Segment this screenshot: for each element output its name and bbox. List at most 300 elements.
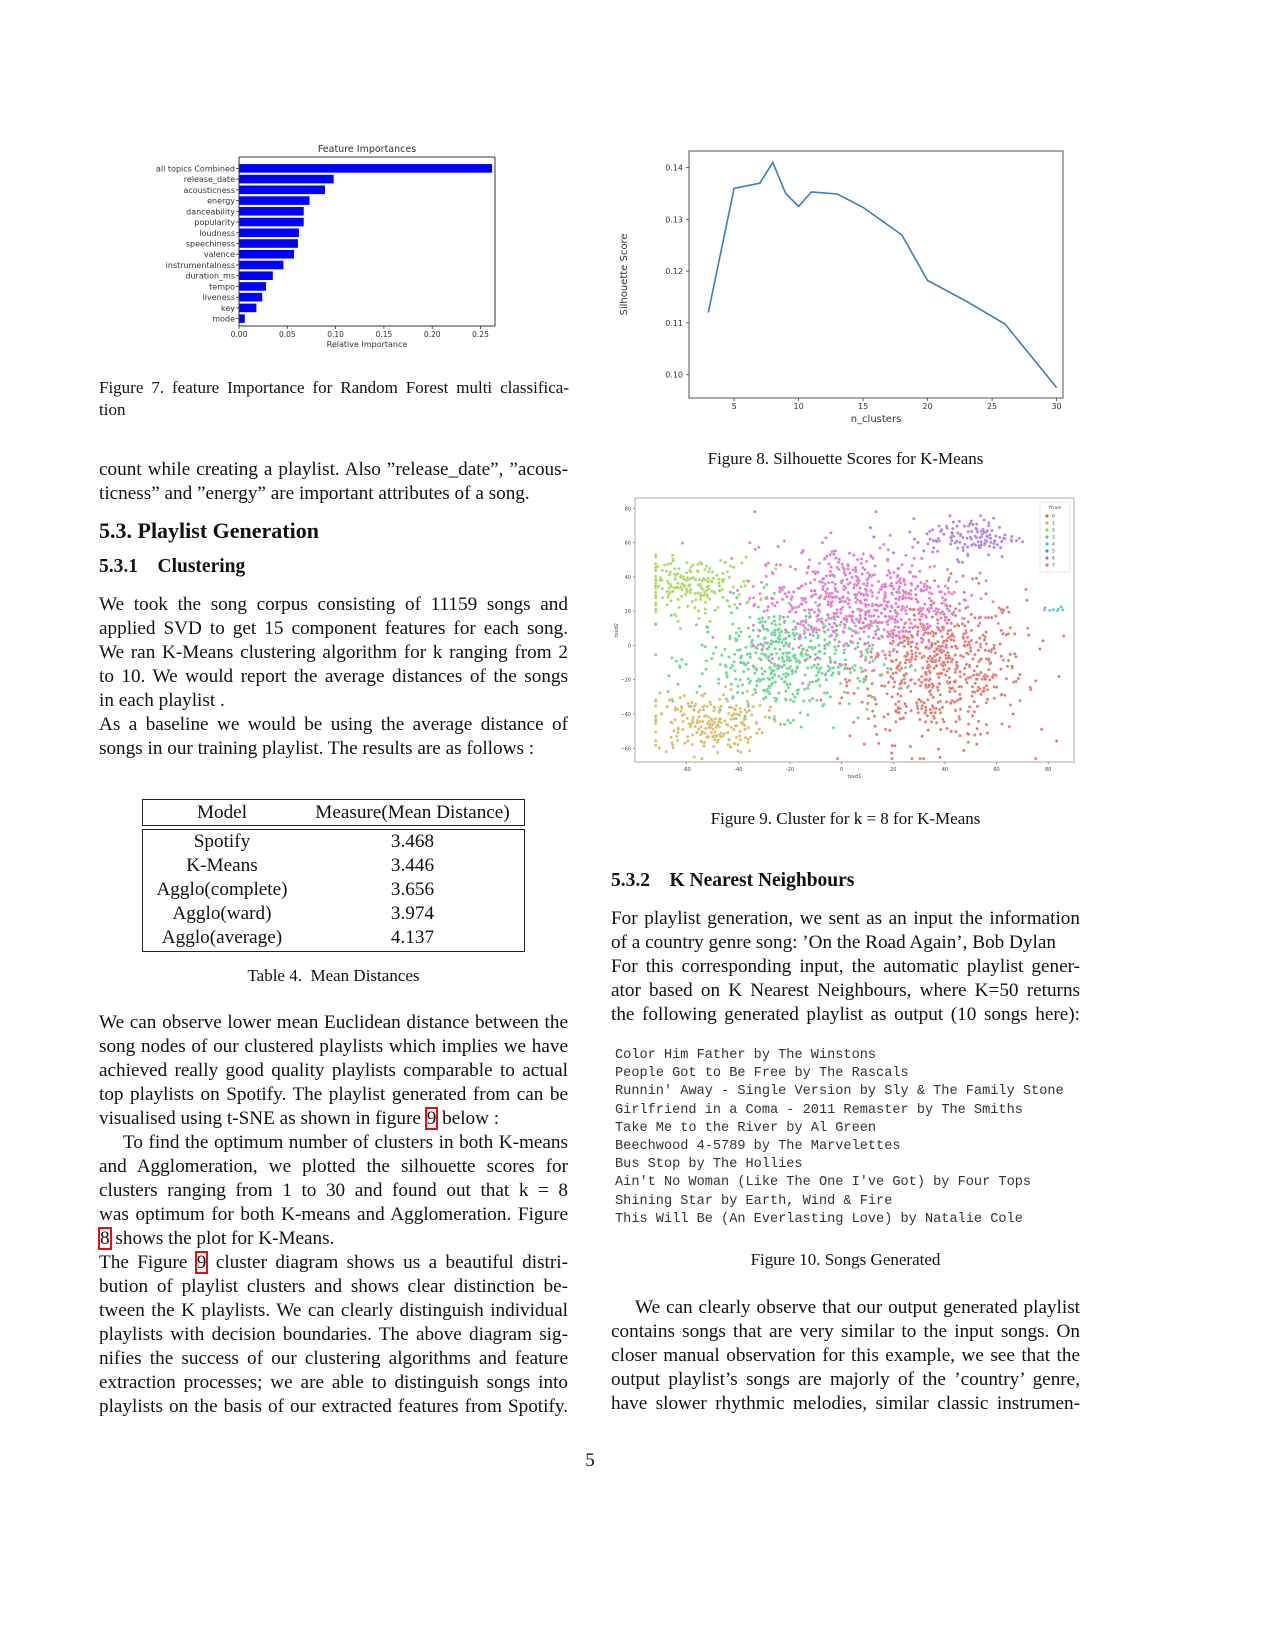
point-cluster-7 bbox=[828, 623, 831, 626]
text-line: top playlists on Spotify. The playlist generated from can be bbox=[99, 1084, 568, 1105]
point-cluster-7 bbox=[711, 636, 714, 639]
point-cluster-0 bbox=[949, 629, 952, 632]
point-cluster-0 bbox=[852, 721, 855, 724]
point-cluster-3 bbox=[730, 611, 733, 614]
point-cluster-0 bbox=[917, 711, 920, 714]
point-cluster-0 bbox=[880, 684, 883, 687]
point-cluster-3 bbox=[815, 699, 818, 702]
point-cluster-0 bbox=[977, 720, 980, 723]
point-cluster-6 bbox=[1002, 537, 1005, 540]
point-cluster-1 bbox=[704, 727, 707, 730]
point-cluster-7 bbox=[938, 524, 941, 527]
point-cluster-7 bbox=[947, 579, 950, 582]
point-cluster-0 bbox=[926, 698, 929, 701]
point-cluster-3 bbox=[904, 666, 907, 669]
point-cluster-0 bbox=[1025, 599, 1028, 602]
text-line: song nodes of our clustered playlists which implies we have bbox=[99, 1036, 568, 1057]
text-line: the following generated playlist as output (10 songs here): bbox=[611, 1004, 1080, 1025]
point-cluster-0 bbox=[895, 658, 898, 661]
point-cluster-2 bbox=[661, 587, 664, 590]
point-cluster-7 bbox=[794, 611, 797, 614]
point-cluster-3 bbox=[782, 644, 785, 647]
point-cluster-3 bbox=[792, 632, 795, 635]
point-cluster-3 bbox=[789, 721, 792, 724]
y-tick-label: 0.11 bbox=[665, 318, 683, 328]
point-cluster-0 bbox=[924, 720, 927, 723]
point-cluster-0 bbox=[955, 661, 958, 664]
y-tick-label: energy bbox=[207, 196, 235, 206]
point-cluster-2 bbox=[685, 571, 688, 574]
point-cluster-7 bbox=[937, 585, 940, 588]
point-cluster-7 bbox=[868, 573, 871, 576]
point-cluster-7 bbox=[896, 567, 899, 570]
point-cluster-7 bbox=[752, 644, 755, 647]
point-cluster-3 bbox=[743, 715, 746, 718]
point-cluster-0 bbox=[911, 635, 914, 638]
point-cluster-0 bbox=[968, 705, 971, 708]
point-cluster-3 bbox=[825, 678, 828, 681]
point-cluster-7 bbox=[767, 562, 770, 565]
point-cluster-3 bbox=[829, 695, 832, 698]
point-cluster-3 bbox=[701, 644, 704, 647]
point-cluster-7 bbox=[945, 604, 948, 607]
point-cluster-0 bbox=[863, 743, 866, 746]
point-cluster-7 bbox=[765, 596, 768, 599]
point-cluster-6 bbox=[950, 539, 953, 542]
point-cluster-7 bbox=[862, 582, 865, 585]
point-cluster-0 bbox=[949, 702, 952, 705]
point-cluster-7 bbox=[760, 648, 763, 651]
point-cluster-7 bbox=[941, 596, 944, 599]
text-line: tween the K playlists. We can clearly distinguish individual bbox=[99, 1300, 568, 1321]
point-cluster-7 bbox=[888, 572, 891, 575]
point-cluster-7 bbox=[898, 585, 901, 588]
y-tick-label: acousticness bbox=[183, 185, 235, 195]
point-cluster-1 bbox=[665, 750, 668, 753]
point-cluster-0 bbox=[934, 642, 937, 645]
point-cluster-3 bbox=[874, 657, 877, 660]
point-cluster-1 bbox=[683, 742, 686, 745]
point-cluster-0 bbox=[928, 684, 931, 687]
figure7-caption-line: tion bbox=[99, 400, 126, 419]
y-tick-label: −60 bbox=[620, 746, 631, 753]
point-cluster-1 bbox=[764, 715, 767, 718]
point-cluster-0 bbox=[846, 691, 849, 694]
point-cluster-1 bbox=[746, 690, 749, 693]
point-cluster-7 bbox=[776, 601, 779, 604]
point-cluster-0 bbox=[993, 697, 996, 700]
point-cluster-0 bbox=[992, 673, 995, 676]
point-cluster-0 bbox=[943, 661, 946, 664]
point-cluster-2 bbox=[678, 606, 681, 609]
figure8-caption: Figure 8. Silhouette Scores for K-Means bbox=[707, 449, 984, 468]
point-cluster-7 bbox=[858, 608, 861, 611]
point-cluster-7 bbox=[842, 644, 845, 647]
point-cluster-2 bbox=[697, 609, 700, 612]
text-line: achieved really good quality playlists comparable to actual bbox=[99, 1060, 568, 1081]
point-cluster-7 bbox=[874, 620, 877, 623]
point-cluster-7 bbox=[768, 659, 771, 662]
point-cluster-0 bbox=[927, 664, 930, 667]
point-cluster-3 bbox=[773, 629, 776, 632]
x-tick-label: 0.15 bbox=[375, 330, 393, 339]
figure-9-link[interactable]: 9 bbox=[426, 1108, 437, 1129]
point-cluster-2 bbox=[717, 578, 720, 581]
y-tick-label: popularity bbox=[194, 218, 235, 228]
point-cluster-6 bbox=[961, 561, 964, 564]
point-cluster-6 bbox=[959, 533, 962, 536]
point-cluster-2 bbox=[704, 607, 707, 610]
point-cluster-7 bbox=[984, 616, 987, 619]
point-cluster-0 bbox=[935, 721, 938, 724]
point-cluster-6 bbox=[998, 526, 1001, 529]
model-cell: Spotify bbox=[193, 831, 251, 852]
point-cluster-3 bbox=[773, 718, 776, 721]
text-line bbox=[99, 1107, 568, 1131]
point-cluster-0 bbox=[999, 643, 1002, 646]
point-cluster-7 bbox=[878, 546, 881, 549]
point-cluster-2 bbox=[726, 570, 729, 573]
point-cluster-3 bbox=[731, 623, 734, 626]
point-cluster-1 bbox=[654, 730, 657, 733]
point-cluster-3 bbox=[774, 647, 777, 650]
point-cluster-3 bbox=[767, 690, 770, 693]
point-cluster-7 bbox=[891, 632, 894, 635]
point-cluster-0 bbox=[1017, 677, 1020, 680]
point-cluster-7 bbox=[944, 619, 947, 622]
point-cluster-0 bbox=[873, 715, 876, 718]
point-cluster-0 bbox=[954, 720, 957, 723]
point-cluster-7 bbox=[827, 581, 830, 584]
point-cluster-0 bbox=[916, 541, 919, 544]
point-cluster-2 bbox=[679, 575, 682, 578]
point-cluster-0 bbox=[888, 729, 891, 732]
point-cluster-3 bbox=[793, 653, 796, 656]
point-cluster-0 bbox=[926, 666, 929, 669]
point-cluster-3 bbox=[746, 653, 749, 656]
knn-paragraph bbox=[611, 907, 1080, 1027]
x-tick-label: 60 bbox=[993, 767, 1000, 773]
point-cluster-0 bbox=[941, 626, 944, 629]
intro-paragraph bbox=[99, 458, 568, 506]
point-cluster-1 bbox=[700, 694, 703, 697]
point-cluster-7 bbox=[864, 604, 867, 607]
point-cluster-7 bbox=[920, 609, 923, 612]
point-cluster-6 bbox=[939, 530, 942, 533]
point-cluster-3 bbox=[778, 623, 781, 626]
point-cluster-7 bbox=[838, 558, 841, 561]
point-cluster-7 bbox=[937, 645, 940, 648]
point-cluster-7 bbox=[875, 603, 878, 606]
point-cluster-6 bbox=[989, 541, 992, 544]
point-cluster-7 bbox=[860, 562, 863, 565]
point-cluster-7 bbox=[963, 598, 966, 601]
point-cluster-7 bbox=[913, 618, 916, 621]
point-cluster-7 bbox=[783, 539, 786, 542]
point-cluster-4 bbox=[1061, 608, 1064, 611]
point-cluster-2 bbox=[697, 617, 700, 620]
point-cluster-7 bbox=[807, 566, 810, 569]
point-cluster-3 bbox=[883, 663, 886, 666]
point-cluster-7 bbox=[761, 625, 764, 628]
point-cluster-0 bbox=[891, 695, 894, 698]
point-cluster-3 bbox=[654, 623, 657, 626]
point-cluster-7 bbox=[914, 625, 917, 628]
point-cluster-3 bbox=[817, 644, 820, 647]
point-cluster-0 bbox=[941, 706, 944, 709]
point-cluster-7 bbox=[874, 510, 877, 513]
table-row bbox=[143, 854, 524, 878]
point-cluster-7 bbox=[884, 657, 887, 660]
point-cluster-3 bbox=[782, 673, 785, 676]
point-cluster-1 bbox=[681, 714, 684, 717]
point-cluster-6 bbox=[963, 525, 966, 528]
point-cluster-0 bbox=[883, 685, 886, 688]
point-cluster-6 bbox=[970, 544, 973, 547]
point-cluster-3 bbox=[844, 667, 847, 670]
point-cluster-0 bbox=[1027, 634, 1030, 637]
point-cluster-3 bbox=[739, 661, 742, 664]
point-cluster-1 bbox=[712, 709, 715, 712]
point-cluster-0 bbox=[1034, 679, 1037, 682]
point-cluster-7 bbox=[887, 548, 890, 551]
point-cluster-7 bbox=[789, 565, 792, 568]
point-cluster-3 bbox=[774, 680, 777, 683]
point-cluster-2 bbox=[707, 580, 710, 583]
legend-label-2: 2 bbox=[1052, 528, 1055, 534]
point-cluster-5 bbox=[869, 526, 872, 529]
point-cluster-2 bbox=[744, 584, 747, 587]
point-cluster-7 bbox=[871, 595, 874, 598]
point-cluster-0 bbox=[903, 639, 906, 642]
point-cluster-3 bbox=[765, 628, 768, 631]
point-cluster-1 bbox=[654, 739, 657, 742]
point-cluster-3 bbox=[736, 606, 739, 609]
point-cluster-3 bbox=[678, 666, 681, 669]
song-item: Ain't No Woman (Like The One I've Got) by Four Tops bbox=[615, 1175, 1032, 1191]
point-cluster-7 bbox=[936, 611, 939, 614]
point-cluster-3 bbox=[767, 685, 770, 688]
point-cluster-7 bbox=[860, 592, 863, 595]
point-cluster-0 bbox=[1012, 712, 1015, 715]
point-cluster-3 bbox=[814, 653, 817, 656]
point-cluster-6 bbox=[958, 520, 961, 523]
point-cluster-0 bbox=[935, 665, 938, 668]
point-cluster-7 bbox=[880, 612, 883, 615]
text-line: nifies the success of our clustering algorithms and feature bbox=[99, 1348, 568, 1369]
point-cluster-3 bbox=[728, 706, 731, 709]
point-cluster-7 bbox=[799, 622, 802, 625]
point-cluster-3 bbox=[667, 690, 670, 693]
point-cluster-7 bbox=[874, 564, 877, 567]
point-cluster-3 bbox=[676, 683, 679, 686]
point-cluster-7 bbox=[827, 617, 830, 620]
point-cluster-7 bbox=[886, 601, 889, 604]
point-cluster-3 bbox=[898, 687, 901, 690]
point-cluster-2 bbox=[700, 562, 703, 565]
x-tick-label: 20 bbox=[890, 767, 897, 773]
point-cluster-7 bbox=[758, 592, 761, 595]
point-cluster-7 bbox=[841, 563, 844, 566]
point-cluster-7 bbox=[829, 574, 832, 577]
point-cluster-0 bbox=[905, 672, 908, 675]
point-cluster-0 bbox=[932, 684, 935, 687]
point-cluster-0 bbox=[862, 621, 865, 624]
point-cluster-7 bbox=[865, 560, 868, 563]
point-cluster-3 bbox=[667, 674, 670, 677]
point-cluster-7 bbox=[770, 597, 773, 600]
point-cluster-3 bbox=[748, 616, 751, 619]
point-cluster-0 bbox=[877, 742, 880, 745]
point-cluster-7 bbox=[882, 543, 885, 546]
point-cluster-0 bbox=[945, 639, 948, 642]
point-cluster-7 bbox=[877, 628, 880, 631]
point-cluster-2 bbox=[699, 598, 702, 601]
point-cluster-3 bbox=[789, 665, 792, 668]
point-cluster-3 bbox=[770, 622, 773, 625]
y-tick-label: 80 bbox=[624, 506, 631, 513]
point-cluster-7 bbox=[978, 622, 981, 625]
point-cluster-2 bbox=[654, 591, 657, 594]
point-cluster-4 bbox=[1052, 608, 1055, 611]
point-cluster-3 bbox=[781, 656, 784, 659]
point-cluster-3 bbox=[733, 669, 736, 672]
point-cluster-0 bbox=[895, 666, 898, 669]
y-tick-label: 0.13 bbox=[665, 215, 683, 225]
point-cluster-3 bbox=[734, 678, 737, 681]
point-cluster-0 bbox=[995, 686, 998, 689]
figure-8-link[interactable]: 8 bbox=[100, 1228, 110, 1249]
point-cluster-1 bbox=[654, 714, 657, 717]
point-cluster-1 bbox=[672, 729, 675, 732]
point-cluster-3 bbox=[796, 692, 799, 695]
point-cluster-7 bbox=[908, 626, 911, 629]
point-cluster-2 bbox=[666, 596, 669, 599]
point-cluster-0 bbox=[973, 653, 976, 656]
text-line: and Agglomeration, we plotted the silhouette scores for bbox=[99, 1156, 568, 1177]
point-cluster-0 bbox=[913, 682, 916, 685]
text-fragment: clusters ranging from 1 to 30 and found out that k = 8 bbox=[99, 1180, 568, 1201]
point-cluster-3 bbox=[755, 684, 758, 687]
point-cluster-3 bbox=[865, 708, 868, 711]
point-cluster-7 bbox=[826, 628, 829, 631]
point-cluster-7 bbox=[864, 659, 867, 662]
point-cluster-3 bbox=[817, 663, 820, 666]
point-cluster-7 bbox=[762, 610, 765, 613]
point-cluster-3 bbox=[839, 623, 842, 626]
x-tick-label: 0 bbox=[839, 767, 844, 773]
point-cluster-3 bbox=[787, 686, 790, 689]
point-cluster-7 bbox=[852, 554, 855, 557]
point-cluster-3 bbox=[773, 592, 776, 595]
text-line: For playlist generation, we sent as an input the information bbox=[611, 908, 1080, 929]
point-cluster-0 bbox=[1007, 659, 1010, 662]
point-cluster-3 bbox=[836, 633, 839, 636]
point-cluster-7 bbox=[771, 571, 774, 574]
legend-label-5: 5 bbox=[1052, 549, 1055, 555]
y-tick-label: 0.10 bbox=[665, 370, 683, 380]
figure-9-link[interactable]: 9 bbox=[196, 1252, 207, 1273]
point-cluster-7 bbox=[916, 632, 919, 635]
point-cluster-3 bbox=[856, 677, 859, 680]
point-cluster-0 bbox=[921, 704, 924, 707]
point-cluster-1 bbox=[739, 710, 742, 713]
text-line: was optimum for both K-means and Agglomeration. Figure bbox=[99, 1204, 568, 1225]
point-cluster-0 bbox=[962, 632, 965, 635]
point-cluster-7 bbox=[881, 650, 884, 653]
x-tick-label: 0.20 bbox=[423, 330, 441, 339]
point-cluster-7 bbox=[925, 616, 928, 619]
point-cluster-0 bbox=[973, 733, 976, 736]
point-cluster-0 bbox=[903, 681, 906, 684]
point-cluster-7 bbox=[854, 631, 857, 634]
point-cluster-7 bbox=[911, 564, 914, 567]
point-cluster-1 bbox=[654, 744, 657, 747]
text-line: ator based on K Nearest Neighbours, where K=50 returns bbox=[611, 980, 1080, 1001]
point-cluster-2 bbox=[686, 605, 689, 608]
point-cluster-0 bbox=[924, 706, 927, 709]
point-cluster-3 bbox=[777, 637, 780, 640]
point-cluster-6 bbox=[996, 543, 999, 546]
point-cluster-7 bbox=[844, 600, 847, 603]
point-cluster-2 bbox=[733, 603, 736, 606]
point-cluster-3 bbox=[744, 646, 747, 649]
point-cluster-0 bbox=[959, 654, 962, 657]
point-cluster-7 bbox=[916, 585, 919, 588]
point-cluster-0 bbox=[967, 741, 970, 744]
point-cluster-3 bbox=[811, 697, 814, 700]
point-cluster-7 bbox=[937, 628, 940, 631]
point-cluster-0 bbox=[975, 641, 978, 644]
point-cluster-0 bbox=[904, 711, 907, 714]
point-cluster-3 bbox=[710, 657, 713, 660]
point-cluster-7 bbox=[905, 612, 908, 615]
point-cluster-7 bbox=[818, 628, 821, 631]
point-cluster-7 bbox=[846, 578, 849, 581]
point-cluster-1 bbox=[696, 719, 699, 722]
point-cluster-3 bbox=[771, 669, 774, 672]
point-cluster-1 bbox=[713, 738, 716, 741]
point-cluster-7 bbox=[997, 622, 1000, 625]
point-cluster-7 bbox=[823, 597, 826, 600]
point-cluster-0 bbox=[979, 658, 982, 661]
point-cluster-7 bbox=[909, 593, 912, 596]
point-cluster-7 bbox=[782, 616, 785, 619]
point-cluster-1 bbox=[724, 685, 727, 688]
point-cluster-7 bbox=[855, 618, 858, 621]
point-cluster-7 bbox=[817, 608, 820, 611]
point-cluster-2 bbox=[689, 588, 692, 591]
text-line bbox=[99, 1227, 568, 1251]
point-cluster-1 bbox=[676, 739, 679, 742]
point-cluster-0 bbox=[967, 710, 970, 713]
bar-release_date bbox=[239, 175, 334, 184]
point-cluster-2 bbox=[654, 608, 657, 611]
point-cluster-2 bbox=[672, 590, 675, 593]
point-cluster-0 bbox=[896, 693, 899, 696]
point-cluster-2 bbox=[716, 606, 719, 609]
point-cluster-1 bbox=[745, 711, 748, 714]
point-cluster-3 bbox=[776, 628, 779, 631]
point-cluster-0 bbox=[944, 673, 947, 676]
point-cluster-1 bbox=[735, 704, 738, 707]
point-cluster-0 bbox=[1001, 632, 1004, 635]
point-cluster-0 bbox=[914, 658, 917, 661]
point-cluster-7 bbox=[752, 624, 755, 627]
point-cluster-0 bbox=[939, 728, 942, 731]
point-cluster-3 bbox=[734, 717, 737, 720]
point-cluster-0 bbox=[987, 649, 990, 652]
